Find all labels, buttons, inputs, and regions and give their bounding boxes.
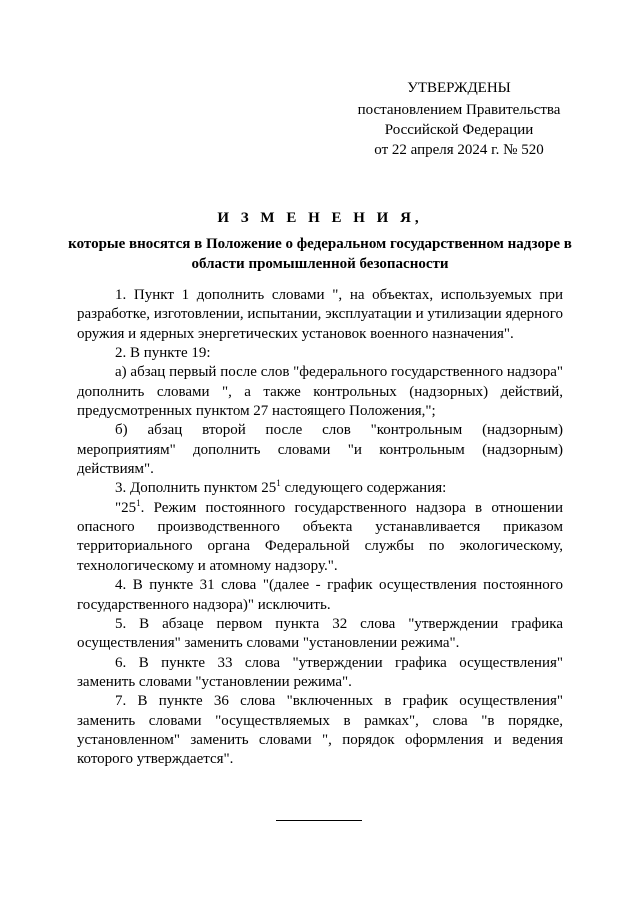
paragraph-2a: а) абзац первый после слов "федерального государственного надзора" дополнить словами ", а также контрольных (надзорных) действий, предусмотренных пунктом 27 настоящего Положения,"; [77,364,563,420]
paragraph-6: 6. В пункте 33 слова "утверждении графика осуществления" заменить словами "установлении режима". [77,654,563,690]
paragraph-2b: б) абзац второй после слов "контрольным (надзорным) мероприятиям" дополнить словами "и контрольным (надзорным) действиям". [77,422,563,478]
approval-block [340,78,578,160]
document-subtitle: которые вносятся в Положение о федеральном государственном надзоре в области промышленной безопасности [68,236,572,272]
approval-line-2: Российской Федерации [384,122,534,138]
paragraph-3-quote-text: . Режим постоянного государственного надзора в отношении опасного производственного объекта устанавливается приказом территориального органа Федеральной службы по экологическому, технологическому и атомному надзору.". [77,499,563,574]
paragraph-3-text-end: следующего содержания: [280,480,447,497]
paragraph-5: 5. В абзаце первом пункта 32 слова "утверждении графика осуществления" заменить словами "установлении режима". [77,615,563,652]
paragraph-3-superscript: 1 [276,478,281,489]
paragraph-3-text: 3. Дополнить пунктом 25 [115,480,277,497]
end-divider [276,820,362,821]
document-body [77,286,563,770]
paragraph-2: 2. В пункте 19: [115,345,211,362]
approval-heading: УТВЕРЖДЕНЫ [407,80,511,96]
paragraph-7: 7. В пункте 36 слова "включенных в график осуществления" заменить словами "осуществляемых в рамках", слова "в порядке, установленном" заменить словами ", порядок оформления и ведения которого утверждается". [77,693,563,768]
paragraph-4: 4. В пункте 31 слова "(далее - график осуществления постоянного государственного надзора)" исключить. [77,577,563,613]
document-title-block [60,208,580,274]
document-title: И З М Е Н Е Н И Я, [217,210,423,226]
approval-line-1: постановлением Правительства [357,102,561,118]
paragraph-3-quote-start: "25 [115,499,137,516]
paragraph-1: 1. Пункт 1 дополнить словами ", на объектах, используемых при разработке, изготовлении, испытании, эксплуатации и утилизации ядерного оружия и ядерных энергетических установок военного назначения". [77,287,563,342]
approval-line-3: от 22 апреля 2024 г. № 520 [374,142,544,158]
paragraph-3-quote [77,499,563,576]
paragraph-3-quote-superscript: 1 [136,497,141,508]
paragraph-3 [77,479,563,498]
